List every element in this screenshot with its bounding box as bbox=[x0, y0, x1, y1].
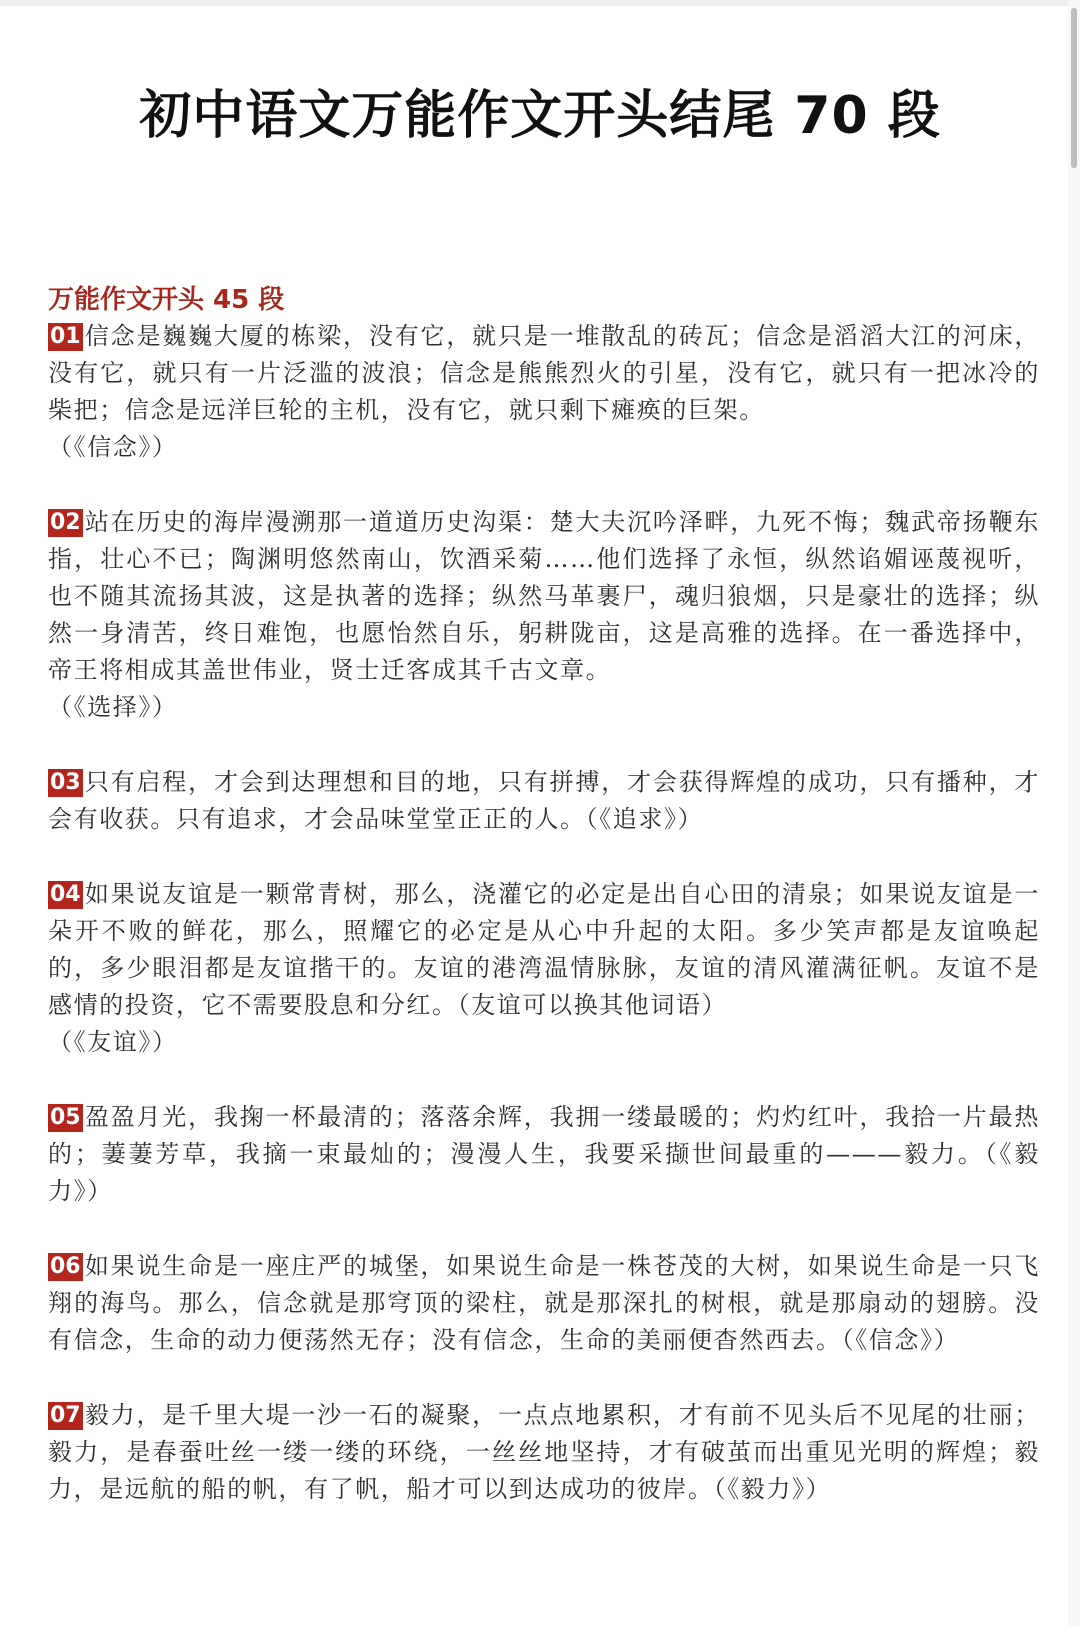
entry-text: 毅力，是千里大堤一沙一石的凝聚，一点点地累积，才有前不见头后不见尾的壮丽；毅力，是春蚕吐丝一缕一缕的环绕，一丝丝地坚持，才有破茧而出重见光明的辉煌；毅力，是远航的船的帆，有了帆，船才可以到达成功的彼岸。 bbox=[48, 1401, 1040, 1503]
entry-source: （《毅力》） bbox=[713, 1475, 832, 1503]
entry-number-badge: 04 bbox=[50, 882, 81, 907]
essay-entry-04 bbox=[48, 876, 1040, 1061]
entry-source: （《追求》） bbox=[585, 805, 704, 833]
entry-text: 站在历史的海岸漫溯那一道道历史沟渠：楚大夫沉吟泽畔，九死不悔；魏武帝扬鞭东指，壮心不已；陶渊明悠然南山，饮酒采菊……他们选择了永恒，纵然谄媚诬蔑视听，也不随其流扬其波，这是执著的选择；纵然马革裹尸，魂归狼烟，只是豪壮的选择；纵然一身清苦，终日难饱，也愿怡然自乐，躬耕陇亩，这是高雅的选择。在一番选择中，帝王将相成其盖世伟业，贤士迁客成其千古文章。 bbox=[48, 508, 1040, 684]
vertical-scrollbar[interactable] bbox=[1068, 0, 1080, 1626]
entry-text: 只有启程，才会到达理想和目的地，只有拼搏，才会获得辉煌的成功，只有播种，才会有收获。只有追求，才会品味堂堂正正的人。 bbox=[48, 768, 1040, 833]
essay-entry-03 bbox=[48, 764, 1040, 838]
entry-text: 如果说友谊是一颗常青树，那么，浇灌它的必定是出自心田的清泉；如果说友谊是一朵开不败的鲜花，那么，照耀它的必定是从心中升起的太阳。多少笑声都是友谊唤起的，多少眼泪都是友谊揩干的。友谊的港湾温情脉脉，友谊的清风灌满征帆。友谊不是感情的投资，它不需要股息和分红。（友谊可以换其他词语） bbox=[48, 880, 1040, 1019]
essay-entry-07 bbox=[48, 1397, 1040, 1508]
essay-entry-01 bbox=[48, 318, 1040, 466]
entry-source: （《友谊》） bbox=[48, 1028, 178, 1056]
entry-number-badge: 03 bbox=[50, 770, 81, 795]
entry-number-badge: 01 bbox=[50, 324, 81, 349]
entry-number-badge: 02 bbox=[50, 510, 81, 535]
section-heading: 万能作文开头 45 段 bbox=[48, 285, 285, 315]
document-body bbox=[48, 282, 1040, 1546]
entry-source: （《毅力》） bbox=[48, 1140, 1040, 1205]
top-rule bbox=[0, 0, 1068, 6]
entry-source: （《信念》） bbox=[841, 1326, 960, 1354]
essay-entry-02 bbox=[48, 504, 1040, 726]
entry-number-badge: 07 bbox=[50, 1403, 81, 1428]
essay-entry-05 bbox=[48, 1099, 1040, 1210]
entry-source: （《信念》） bbox=[48, 433, 178, 461]
entry-text: 信念是巍巍大厦的栋梁，没有它，就只是一堆散乱的砖瓦；信念是滔滔大江的河床，没有它，就只有一片泛滥的波浪；信念是熊熊烈火的引星，没有它，就只有一把冰冷的柴把；信念是远洋巨轮的主机，没有它，就只剩下瘫痪的巨架。 bbox=[48, 322, 1040, 424]
entry-number-badge: 06 bbox=[50, 1254, 81, 1279]
entry-source: （《选择》） bbox=[48, 693, 178, 721]
entry-text: 如果说生命是一座庄严的城堡，如果说生命是一株苍茂的大树，如果说生命是一只飞翔的海鸟。那么，信念就是那穹顶的梁柱，就是那深扎的树根，就是那扇动的翅膀。没有信念，生命的动力便荡然无存；没有信念，生命的美丽便杳然西去。 bbox=[48, 1252, 1040, 1354]
entry-number-badge: 05 bbox=[50, 1105, 81, 1130]
entry-text: 盈盈月光，我掬一杯最清的；落落余辉，我拥一缕最暖的；灼灼红叶，我拾一片最热的；萋萋芳草，我摘一束最灿的；漫漫人生，我要采撷世间最重的———毅力。 bbox=[48, 1103, 1040, 1168]
document-title: 初中语文万能作文开头结尾 70 段 bbox=[139, 85, 941, 146]
essay-entry-06 bbox=[48, 1248, 1040, 1359]
